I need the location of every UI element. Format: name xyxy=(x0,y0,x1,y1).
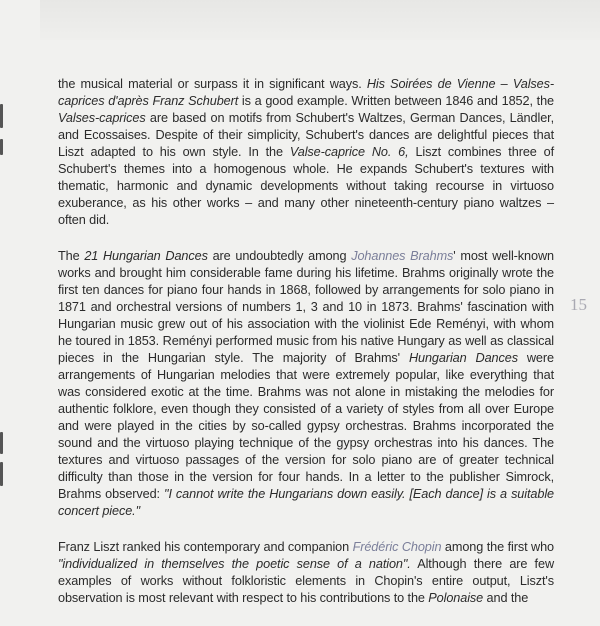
binding-mark xyxy=(0,139,3,155)
italic-text: Hungarian Dances xyxy=(408,351,518,365)
text-run: The xyxy=(58,249,85,263)
italic-text: "individualized in themselves the poetic sense of a nation". xyxy=(58,557,411,571)
italic-text: Polonaise xyxy=(428,591,484,605)
binding-mark xyxy=(0,462,3,486)
italic-text: Valses-caprices xyxy=(58,111,146,125)
text-run: ' most well-known works and brought him considerable fame during his lifetime. Brahms originally wrote the first ten dances for piano four hands in 1868, followed by arrangements for solo piano in 1871 and orchestral versions of numbers 1, 3 and 10 in 1873. Brahms' fascination with Hungarian music grew out of his association with the violinist Ede Reményi, with whom he toured in 1853. Reményi performed music from his native Hungary as well as classical pieces in the Hungarian style. The majority of Brahms' xyxy=(58,249,554,365)
page-text xyxy=(58,76,554,626)
composer-name: Frédéric Chopin xyxy=(352,540,442,554)
text-run: are based on motifs from Schubert's Waltzes, German Dances, Ländler, and Ecossaises. Despite of their simplicity, Schubert's dances are delightful pieces that Liszt adapted to his own style. In the xyxy=(58,111,554,159)
text-run: is a good example. Written between 1846 and 1852, the xyxy=(238,94,554,108)
composer-name: Johannes Brahms xyxy=(351,249,454,263)
bleed-through-strip xyxy=(40,0,600,40)
italic-text: Valse-caprice No. 6, xyxy=(289,145,409,159)
page-number: 15 xyxy=(570,295,587,314)
paragraph-chopin xyxy=(58,539,554,607)
text-run: and the xyxy=(483,591,529,605)
binding-mark xyxy=(0,104,3,128)
text-run: among the first who xyxy=(441,540,554,554)
text-run: were arrangements of Hungarian melodies that were extremely popular, like everything that was considered exotic at the time. Brahms was not alone in mistaking the melodies for authentic folklore, even though they consisted of a variety of styles from all over Europe and were played in the cities by so-called gypsy orchestras. Brahms incorporated the sound and the virtuoso playing technique of the gypsy orchestras into his dances. The textures and virtuoso passages of the version for solo piano are of greater technical difficulty than those in the version for four hands. In a letter to the publisher Simrock, Brahms observed: xyxy=(58,351,554,501)
paragraph-brahms xyxy=(58,248,554,520)
text-run: Franz Liszt ranked his contemporary and companion xyxy=(58,540,353,554)
binding-mark xyxy=(0,432,3,454)
italic-text: "I cannot write the Hungarians down easily. [Each dance] is a suitable concert piece." xyxy=(58,487,554,518)
text-run: Although there are few examples of works without folkloristic elements in Chopin's entire output, Liszt's observation is most relevant with respect to his contributions to the xyxy=(58,557,555,605)
text-run: Liszt combines three of Schubert's themes into a homogenous whole. He expands Schubert's textures with thematic, harmonic and dynamic developments without taking recourse in virtuoso exuberance, as his other works – and many other nineteenth-century piano waltzes – often did. xyxy=(58,145,554,227)
italic-text: 21 Hungarian Dances xyxy=(84,249,208,263)
paragraph-liszt-schubert xyxy=(58,76,554,229)
italic-text: His Soirées de Vienne – Valses-caprices d'après Franz Schubert xyxy=(58,77,554,108)
text-run: are undoubtedly among xyxy=(207,249,352,263)
text-run: the musical material or surpass it in significant ways. xyxy=(58,77,367,91)
